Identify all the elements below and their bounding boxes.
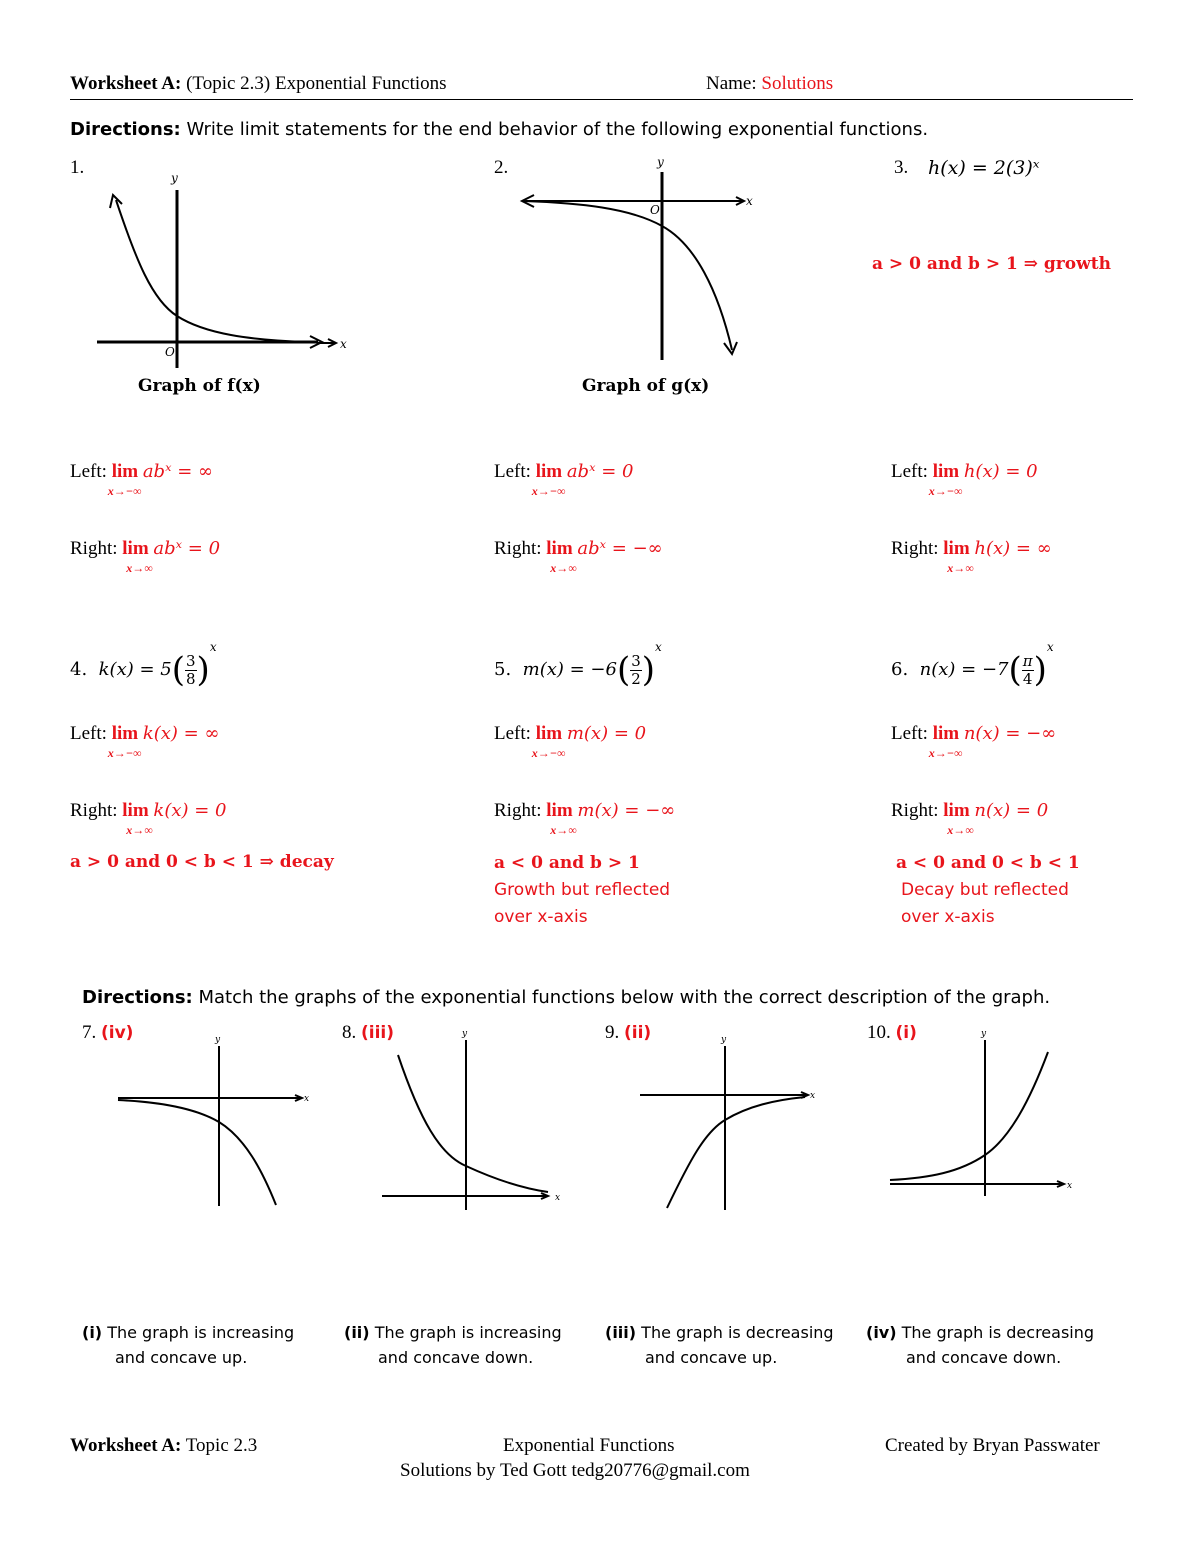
graph-f-x-label: x bbox=[340, 337, 347, 351]
graph-g-caption: Graph of g(x) bbox=[582, 376, 710, 396]
svg-text:y: y bbox=[981, 1029, 987, 1039]
footer-solutions: Solutions by Ted Gott tedg20776@gmail.com bbox=[400, 1460, 750, 1481]
problem-1-number: 1. bbox=[70, 157, 85, 178]
lim-symbol: lim x→∞ bbox=[943, 800, 974, 837]
match-item-10: 10. (i) bbox=[867, 1022, 917, 1043]
graph-8-curve bbox=[398, 1055, 548, 1192]
lim-symbol: lim x→−∞ bbox=[107, 461, 142, 498]
problem-4-note: a > 0 and 0 < b < 1 ⇒ decay bbox=[70, 852, 334, 872]
match-item-8: 8. (iii) bbox=[342, 1022, 395, 1043]
lim-symbol: lim x→∞ bbox=[546, 538, 577, 575]
limit-6-left: Left: lim x→−∞ n(x) = −∞ bbox=[891, 723, 1057, 760]
limit-6-right: Right: lim x→∞ n(x) = 0 bbox=[891, 800, 1049, 837]
match-item-9: 9. (ii) bbox=[605, 1022, 652, 1043]
description-i: (i) The graph is increasing and concave up. bbox=[82, 1323, 295, 1367]
problem-6-note: a < 0 and 0 < b < 1 Decay but reflected over x-axis bbox=[896, 853, 1080, 927]
svg-text:x: x bbox=[810, 1091, 816, 1101]
worksheet-title: Worksheet A: (Topic 2.3) Exponential Functions bbox=[70, 73, 447, 94]
lim-symbol: lim x→−∞ bbox=[107, 723, 142, 760]
graph-10-curve bbox=[890, 1052, 1048, 1180]
graph-9-curve bbox=[667, 1097, 805, 1208]
limit-3-left: Left: lim x→−∞ h(x) = 0 bbox=[891, 461, 1038, 498]
limit-1-right: Right: lim x→∞ abˣ = 0 bbox=[70, 538, 221, 575]
graph-g-origin: O bbox=[650, 203, 660, 217]
description-iv: (iv) The graph is decreasing and concave down. bbox=[866, 1323, 1095, 1367]
lim-symbol: lim x→−∞ bbox=[531, 723, 566, 760]
problem-3-function: h(x) = 2(3)ˣ bbox=[928, 157, 1040, 179]
header-rule bbox=[70, 99, 1133, 100]
limit-2-right: Right: lim x→∞ abˣ = −∞ bbox=[494, 538, 663, 575]
directions-1: Directions: Write limit statements for the end behavior of the following exponential functions. bbox=[70, 119, 929, 140]
problem-3-number: 3. bbox=[894, 157, 909, 178]
limit-4-left: Left: lim x→−∞ k(x) = ∞ bbox=[70, 723, 220, 760]
limit-1-left: Left: lim x→−∞ abˣ = ∞ bbox=[70, 461, 213, 498]
description-ii: (ii) The graph is increasing and concave down. bbox=[344, 1323, 562, 1367]
lim-symbol: lim x→∞ bbox=[943, 538, 974, 575]
limit-2-left: Left: lim x→−∞ abˣ = 0 bbox=[494, 461, 634, 498]
lim-symbol: lim x→−∞ bbox=[928, 723, 963, 760]
limit-3-right: Right: lim x→∞ h(x) = ∞ bbox=[891, 538, 1052, 575]
svg-text:x: x bbox=[1067, 1181, 1073, 1191]
lim-symbol: lim x→−∞ bbox=[928, 461, 963, 498]
problem-5-note: a < 0 and b > 1 Growth but reflected over x-axis bbox=[494, 853, 671, 927]
lim-symbol: lim x→∞ bbox=[122, 538, 153, 575]
limit-5-right: Right: lim x→∞ m(x) = −∞ bbox=[494, 800, 676, 837]
problem-5-function: 5. m(x) = −6( $\frac{3}{2}$ )$^x$ bbox=[494, 640, 662, 690]
problem-4-function: 4. k(x) = 5( $\frac{3}{8}$ )$^x$ bbox=[70, 640, 217, 690]
graph-f-origin: O bbox=[165, 345, 175, 359]
lim-symbol: lim x→∞ bbox=[546, 800, 577, 837]
svg-text:x: x bbox=[555, 1193, 561, 1203]
svg-text:y: y bbox=[462, 1029, 468, 1039]
footer-title: Exponential Functions bbox=[503, 1435, 675, 1456]
lim-symbol: lim x→−∞ bbox=[531, 461, 566, 498]
svg-text:x: x bbox=[304, 1094, 310, 1104]
problem-2-number: 2. bbox=[494, 157, 509, 178]
graph-7-curve bbox=[118, 1100, 276, 1205]
graph-f-caption: Graph of f(x) bbox=[138, 376, 261, 396]
name-field: Name: Solutions bbox=[706, 73, 834, 94]
problem-3-note: a > 0 and b > 1 ⇒ growth bbox=[872, 254, 1111, 274]
description-iii: (iii) The graph is decreasing and concave up. bbox=[605, 1323, 834, 1367]
graph-f-curve bbox=[116, 200, 306, 342]
graph-f-y-label: y bbox=[171, 171, 178, 185]
limit-4-right: Right: lim x→∞ k(x) = 0 bbox=[70, 800, 227, 837]
limit-5-left: Left: lim x→−∞ m(x) = 0 bbox=[494, 723, 647, 760]
match-item-7: 7. (iv) bbox=[82, 1022, 134, 1043]
footer-worksheet: Worksheet A: Topic 2.3 bbox=[70, 1435, 258, 1456]
footer-author: Created by Bryan Passwater bbox=[885, 1435, 1100, 1456]
graph-g-x-label: x bbox=[746, 194, 753, 208]
svg-text:y: y bbox=[215, 1035, 221, 1045]
lim-symbol: lim x→∞ bbox=[122, 800, 153, 837]
graph-g-curve bbox=[524, 201, 732, 350]
problem-6-function: 6. n(x) = −7( $\frac{\pi}{4}$ )$^x$ bbox=[891, 640, 1054, 690]
directions-2: Directions: Match the graphs of the exponential functions below with the correct description of the graph. bbox=[82, 987, 1051, 1008]
graph-g-y-label: y bbox=[657, 155, 664, 169]
svg-text:y: y bbox=[721, 1035, 727, 1045]
